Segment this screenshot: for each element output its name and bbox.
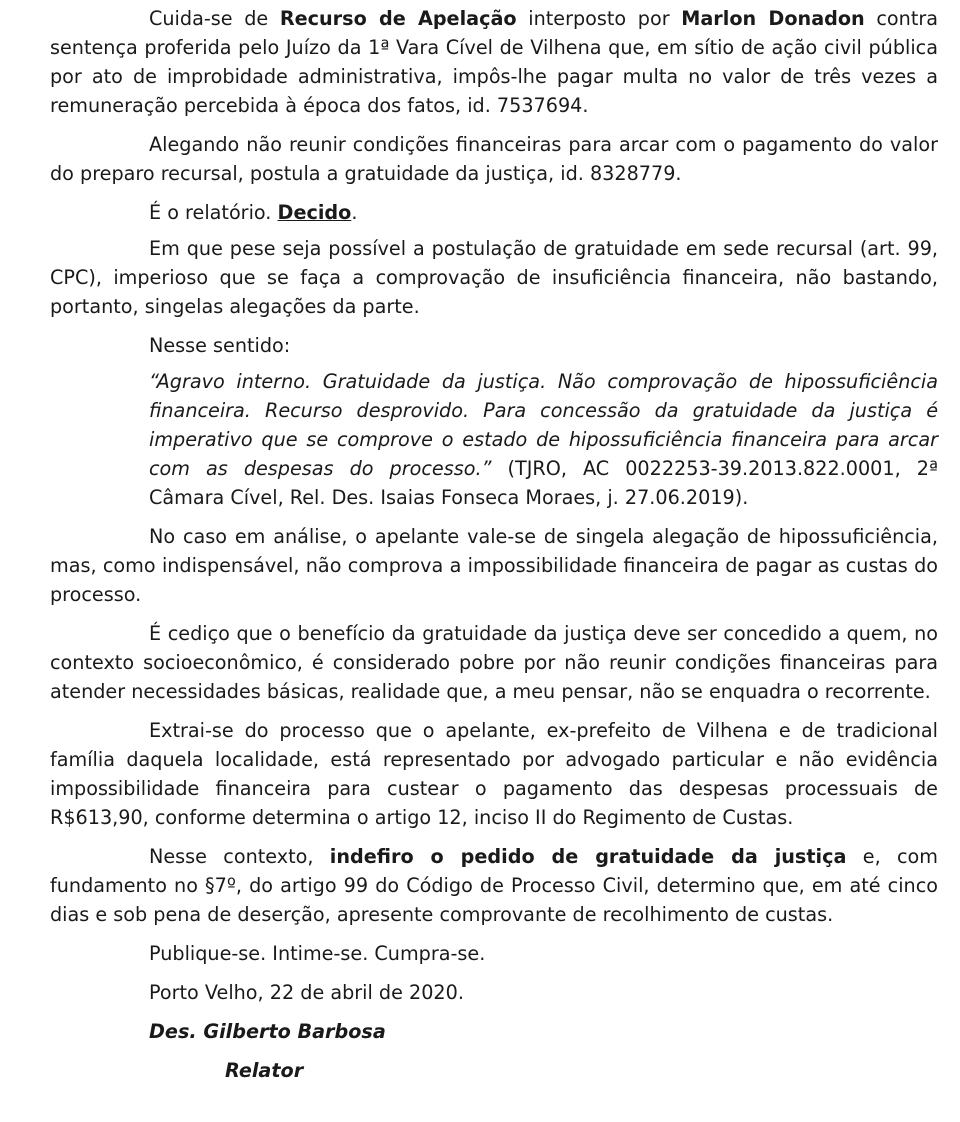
- signature-name: Des. Gilberto Barbosa: [149, 1020, 386, 1043]
- paragraph-benefit-criteria: É cediço que o benefício da gratuidade da justiça deve ser concedido a quem, no contexto socioeconômico, é considerado pobre por não reunir condições financeiras para atender necessidades básicas, realidade que, a meu pensar, não se enquadra o recorrente.: [50, 622, 938, 703]
- paragraph-appeal-summary: [50, 4, 938, 120]
- bold-appeal-type: Recurso de Apelação: [279, 7, 517, 30]
- text-span: Nesse contexto,: [149, 845, 330, 868]
- bold-decision: indefiro o pedido de gratuidade da justiça: [329, 845, 847, 868]
- quote-citation: (TJRO, AC 0022253-39.2013.822.0001, 2ª Câmara Cível, Rel. Des. Isaias Fonseca Moraes, j. 27.06.2019).: [149, 457, 938, 509]
- paragraph-place-date: Porto Velho, 22 de abril de 2020.: [149, 981, 464, 1004]
- text-span: e, com fundamento no §7º, do artigo 99 do Código de Processo Civil, determino que, em até cinco dias e sob pena de deserção, apresente comprovante de recolhimento de custas.: [50, 845, 938, 926]
- paragraph-process-facts: Extrai-se do processo que o apelante, ex-prefeito de Vilhena e de tradicional família daquela localidade, está representado por advogado particular e não evidência impossibilidade financeira para custear o pagamento das despesas processuais de R$613,90, conforme determina o artigo 12, inciso II do Regimento de Custas.: [50, 719, 938, 829]
- paragraph-gratuity-request: Alegando não reunir condições financeiras para arcar com o pagamento do valor do preparo recursal, postula a gratuidade da justiça, id. 8328779.: [50, 133, 938, 185]
- paragraph-publish: Publique-se. Intime-se. Cumpra-se.: [149, 942, 486, 965]
- paragraph-case-analysis: No caso em análise, o apelante vale-se de singela alegação de hipossuficiência, mas, como indispensável, não comprova a impossibilidade financeira de pagar as custas do processo.: [50, 525, 938, 606]
- paragraph-report: [50, 198, 938, 227]
- signature-role: Relator: [225, 1059, 304, 1082]
- paragraph-nesse-sentido: Nesse sentido:: [149, 334, 291, 357]
- text-span: Cuida-se de: [149, 7, 280, 30]
- jurisprudence-quote: [149, 367, 938, 512]
- bold-appellant-name: Marlon Donadon: [681, 7, 865, 30]
- text-span: interposto por: [516, 7, 682, 30]
- paragraph-legal-basis: Em que pese seja possível a postulação de gratuidade em sede recursal (art. 99, CPC), imperioso que se faça a comprovação de insuficiência financeira, não bastando, portanto, singelas alegações da parte.: [50, 237, 938, 318]
- document-body: [50, 4, 938, 1085]
- text-span: contra sentença proferida pelo Juízo da 1ª Vara Cível de Vilhena que, em sítio de ação civil pública por ato de improbidade administrativa, impôs-lhe pagar multa no valor de três vezes a remuneração percebida à época dos fatos, id. 7537694.: [50, 7, 938, 117]
- paragraph-decision: [50, 842, 938, 929]
- text-span: .: [351, 201, 358, 224]
- text-span: É o relatório.: [149, 201, 278, 224]
- quote-text: “Agravo interno. Gratuidade da justiça. Não comprovação de hipossuficiência financeira. Recurso desprovido. Para concessão da gratuidade da justiça é imperativo que se comprove o estado de hipossuficiência financeira para arcar com as despesas do processo.”: [149, 370, 938, 480]
- bold-decido: Decido: [277, 201, 352, 224]
